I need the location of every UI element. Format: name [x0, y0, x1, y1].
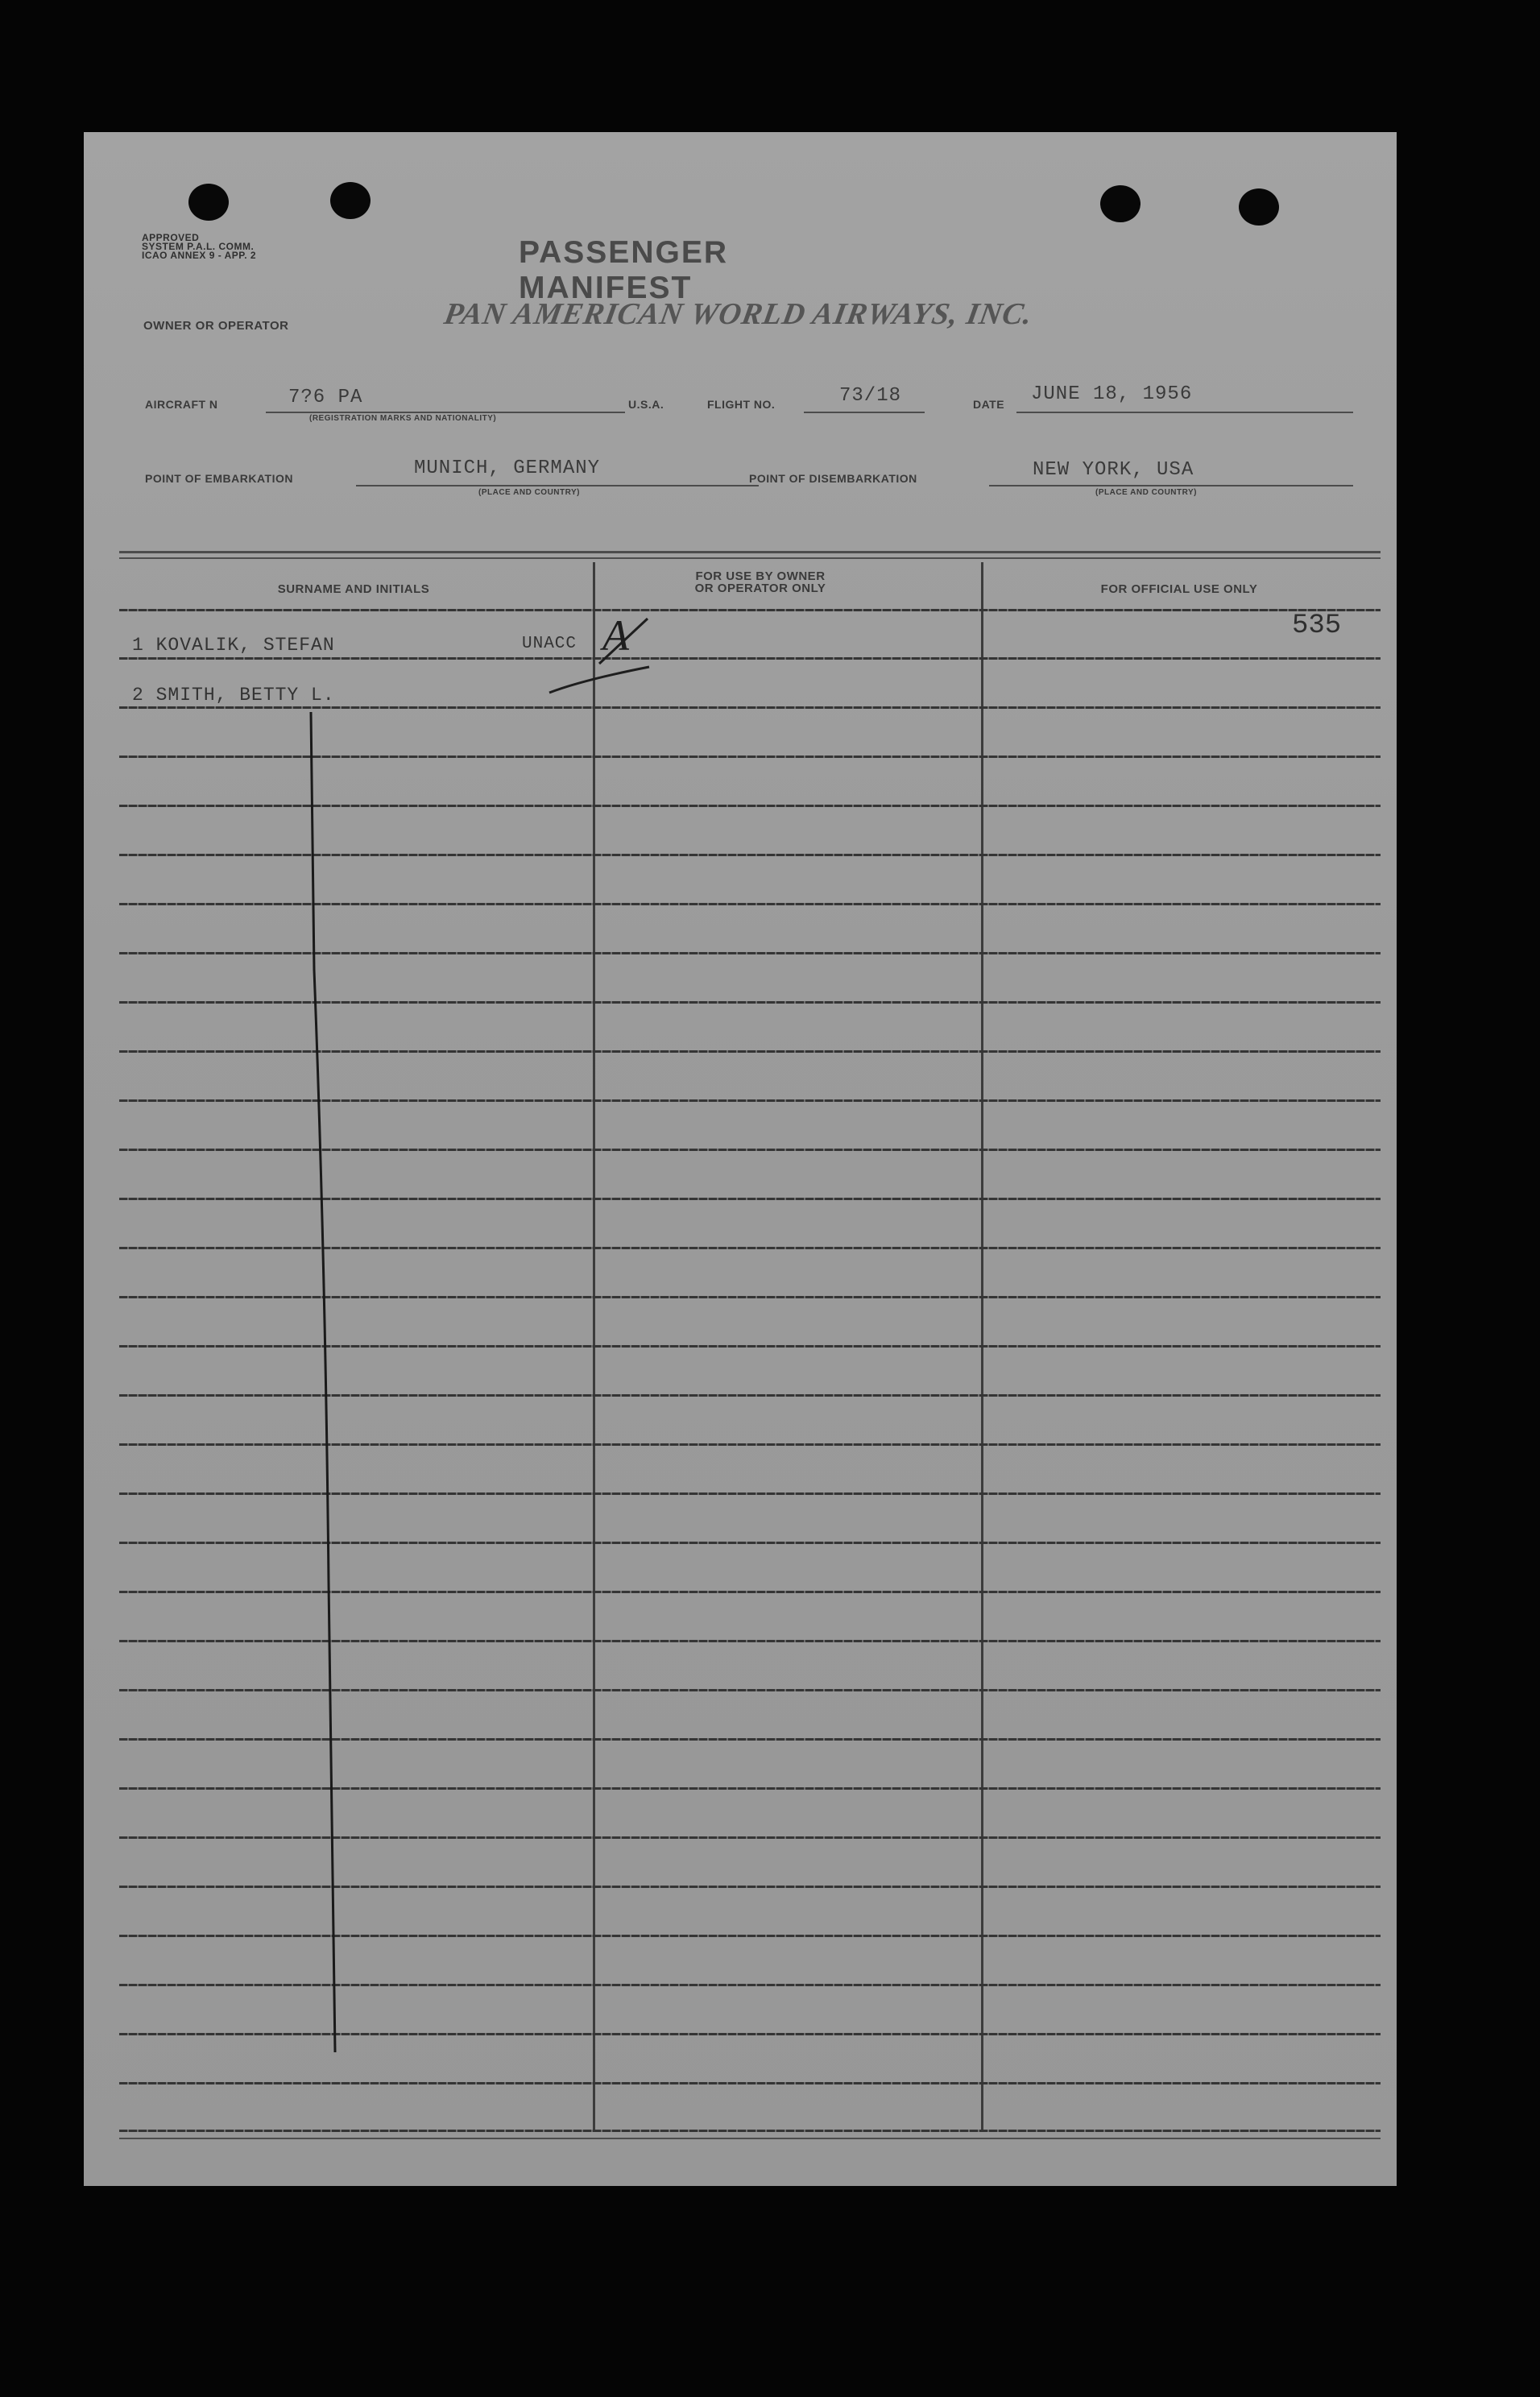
date-label: DATE — [973, 398, 1005, 411]
document-title: PASSENGER MANIFEST — [519, 235, 728, 305]
disembarkation-value: NEW YORK, USA — [1033, 459, 1194, 481]
flight-value: 73/18 — [839, 385, 902, 407]
usa-label: U.S.A. — [628, 398, 664, 411]
column-header-surname: SURNAME AND INITIALS — [277, 582, 430, 596]
approval-line: ICAO ANNEX 9 - APP. 2 — [142, 250, 257, 261]
note-underline-stroke — [549, 667, 649, 693]
company-name: PAN AMERICAN WORLD AIRWAYS, INC. — [441, 297, 1036, 331]
embarkation-label: POINT OF EMBARKATION — [145, 472, 293, 485]
owner-use-line: FOR USE BY OWNER — [695, 569, 826, 583]
manifest-sheet — [84, 132, 1397, 2186]
owner-use-line: OR OPERATOR ONLY — [694, 582, 826, 595]
disembarkation-sublabel: (PLACE AND COUNTRY) — [1095, 488, 1197, 497]
aircraft-sublabel: (REGISTRATION MARKS AND NATIONALITY) — [309, 414, 497, 423]
ditto-line-stroke — [311, 712, 335, 2052]
disembarkation-label: POINT OF DISEMBARKATION — [749, 472, 917, 485]
handwritten-strokes — [84, 132, 1397, 2186]
date-value: JUNE 18, 1956 — [1031, 383, 1193, 405]
approval-line: SYSTEM P.A.L. COMM. — [142, 241, 255, 252]
passenger-entry: 2 SMITH, BETTY L. — [132, 685, 335, 706]
handwritten-mark: A — [602, 611, 630, 660]
embarkation-sublabel: (PLACE AND COUNTRY) — [478, 488, 580, 497]
approval-line: APPROVED — [142, 232, 200, 243]
passenger-entry: 1 KOVALIK, STEFAN — [132, 635, 335, 656]
embarkation-value: MUNICH, GERMANY — [414, 457, 601, 479]
passenger-note: UNACC — [522, 635, 578, 653]
official-number: 535 — [1292, 611, 1342, 641]
aircraft-value: 7?6 PA — [288, 387, 363, 408]
aircraft-label: AIRCRAFT N — [145, 398, 218, 411]
owner-label: OWNER OR OPERATOR — [143, 319, 289, 333]
note-slash-stroke — [599, 619, 648, 664]
flight-label: FLIGHT NO. — [707, 398, 776, 411]
column-header-official-use: FOR OFFICIAL USE ONLY — [1100, 582, 1258, 596]
